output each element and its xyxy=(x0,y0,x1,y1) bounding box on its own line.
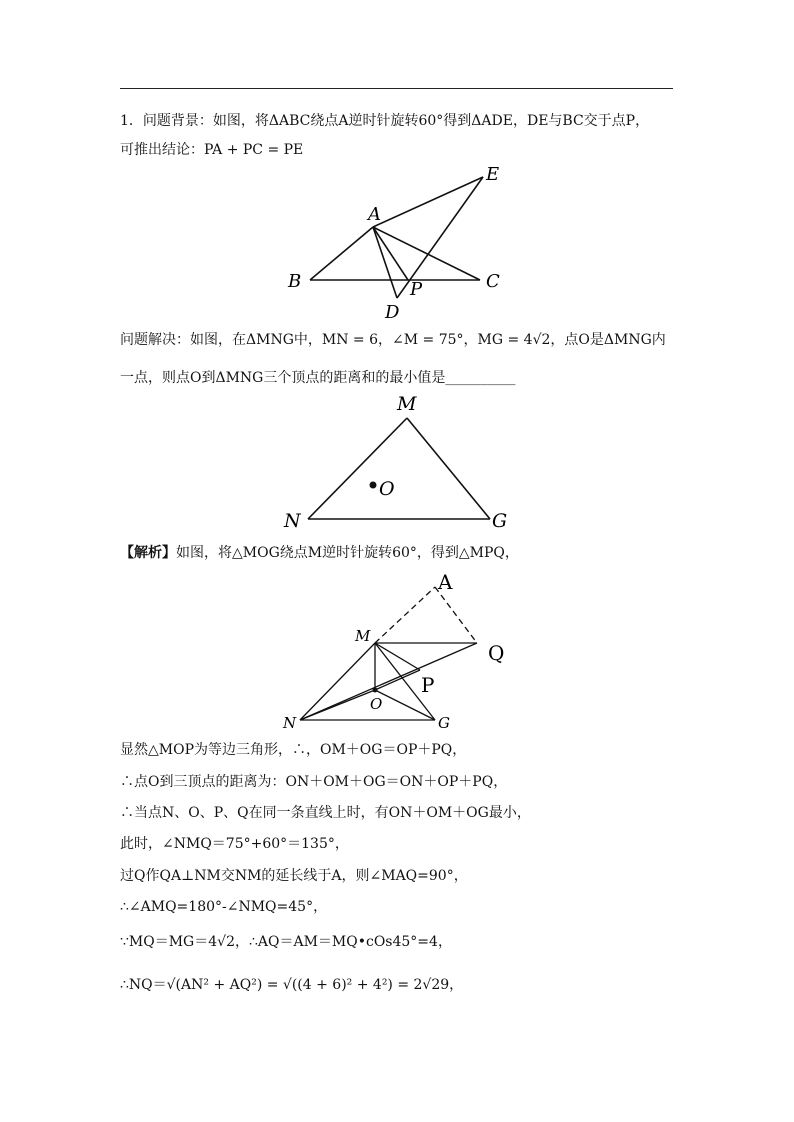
segment-mn xyxy=(300,643,375,720)
figure-rotation-construction xyxy=(275,565,535,737)
label-o: O xyxy=(379,478,395,500)
label-n: N xyxy=(283,714,297,732)
segment-mn xyxy=(308,418,407,519)
intro-line-1: 1．问题背景：如图，将ΔABC绕点A逆时针旋转60°得到ΔADE，DE与BC交于点P， xyxy=(120,113,650,129)
label-a: A xyxy=(368,204,381,225)
solution-line-2: 显然△MOP为等边三角形，∴，OM＋OG＝OP＋PQ， xyxy=(120,742,467,758)
segment-op xyxy=(375,670,420,690)
label-d: D xyxy=(385,302,400,323)
segment-ae xyxy=(373,177,483,227)
label-q: Q xyxy=(488,641,505,665)
label-p: P xyxy=(410,279,423,300)
segment-aq-dashed xyxy=(435,587,477,643)
label-o: O xyxy=(370,695,383,713)
problem-line-2: 一点，则点O到ΔMNG三个顶点的距离和的最小值是__________ xyxy=(120,370,516,386)
label-m: M xyxy=(397,393,417,415)
solution-line-4: ∴当点N、O、P、Q在同一条直线上时，有ON＋OM＋OG最小， xyxy=(120,805,531,821)
label-p: P xyxy=(421,673,435,697)
label-g: G xyxy=(438,714,450,732)
segment-mp xyxy=(375,643,420,670)
solution-line-3: ∴点O到三顶点的距离为：ON＋OM＋OG＝ON＋OP＋PQ， xyxy=(120,774,508,790)
label-b: B xyxy=(288,271,302,292)
point-o xyxy=(370,482,377,489)
label-e: E xyxy=(486,164,500,185)
label-n: N xyxy=(284,510,301,532)
point-o xyxy=(373,688,378,693)
solution-line-1-text: 如图，将△MOG绕点M逆时针旋转60°，得到△MPQ， xyxy=(176,545,519,561)
label-m: M xyxy=(355,627,371,645)
figure-rotation-abc xyxy=(280,160,520,325)
solution-line-5: 此时，∠NMQ＝75°+60°＝135°， xyxy=(120,836,349,852)
segment-ma-dashed xyxy=(375,587,435,643)
solution-line-6: 过Q作QA⊥NM交NM的延长线于A，则∠MAQ=90°， xyxy=(120,868,468,884)
header-rule xyxy=(120,88,673,89)
solution-line-7: ∴∠AMQ=180°-∠NMQ=45°， xyxy=(120,899,328,915)
segment-mg xyxy=(407,418,490,519)
segment-ab xyxy=(310,227,373,280)
intro-line-2: 可推出结论：PA + PC = PE xyxy=(120,142,304,158)
solution-heading: 【解析】 xyxy=(120,545,176,561)
label-a: A xyxy=(438,570,453,594)
solution-line-1 xyxy=(120,543,519,563)
figure-triangle-mng xyxy=(280,392,520,534)
label-g: G xyxy=(492,510,508,532)
problem-line-1: 问题解决：如图，在ΔMNG中，MN = 6，∠M = 75°，MG = 4√2，点O是ΔMNG内 xyxy=(120,332,666,348)
segment-nq xyxy=(300,643,477,720)
solution-line-9: ∴NQ＝√(AN² + AQ²) = √((4 + 6)² + 4²) = 2√29， xyxy=(120,977,464,993)
segment-no xyxy=(300,690,375,720)
label-c: C xyxy=(486,271,500,292)
solution-line-8: ∵MQ＝MG＝4√2，∴AQ＝AM＝MQ•cOs45°=4， xyxy=(120,934,452,950)
